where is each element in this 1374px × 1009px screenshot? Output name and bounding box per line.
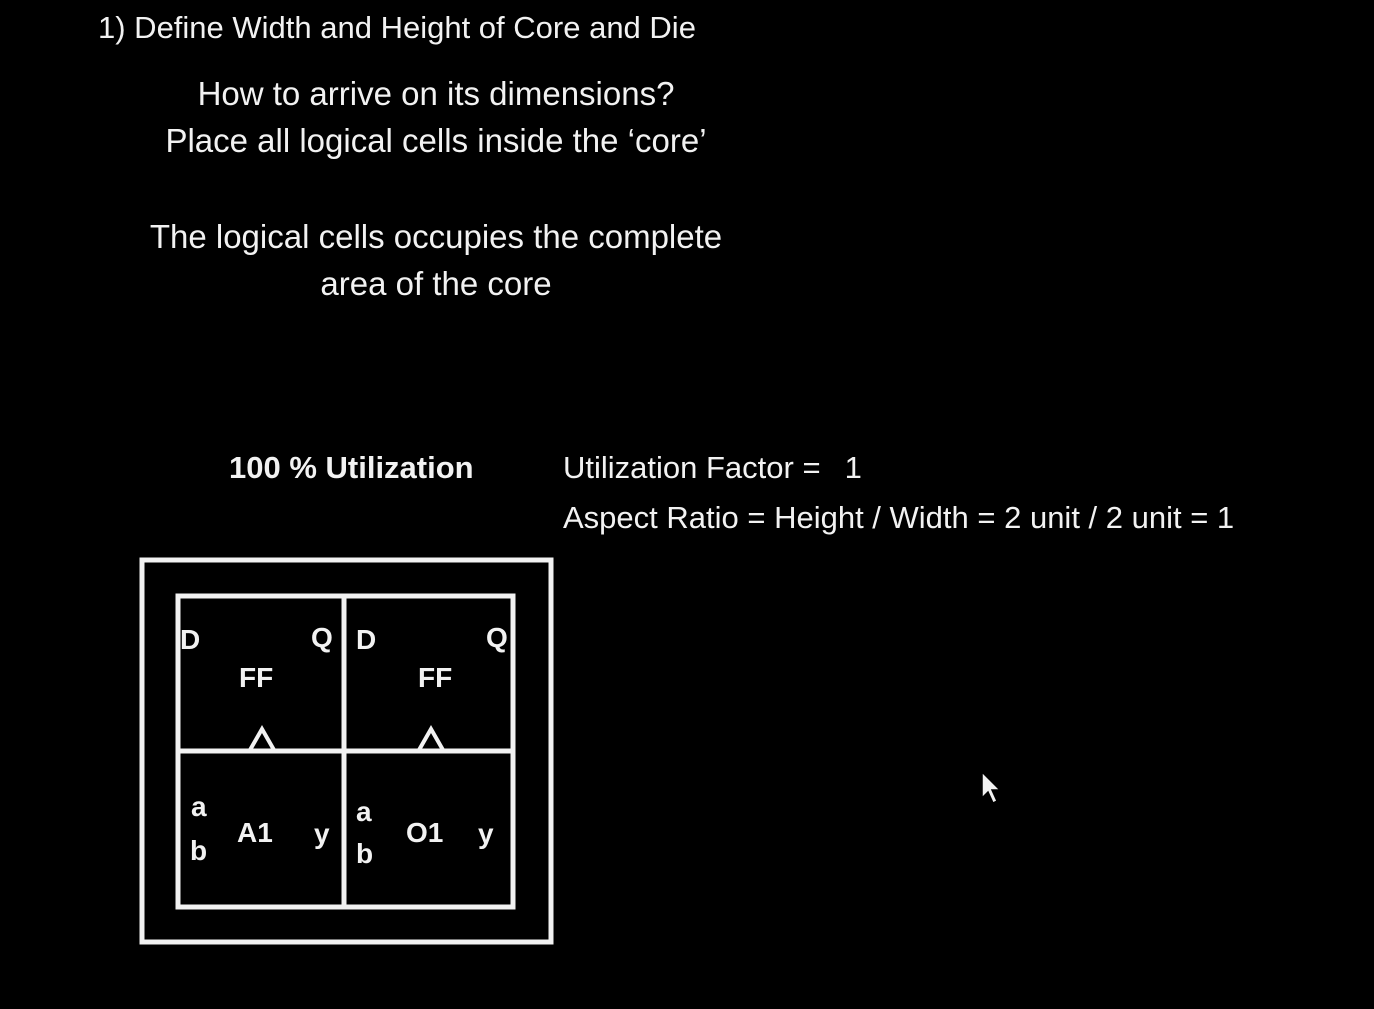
ff-cell-1 [180, 622, 333, 750]
ff-label: FF [239, 662, 274, 693]
ff-label: FF [418, 662, 453, 693]
pin-a: a [191, 791, 207, 822]
statement-line: The logical cells occupies the complete [149, 218, 723, 255]
ff-pin-d: D [180, 624, 201, 655]
utilization-label: 100 % Utilization [229, 450, 474, 485]
utilization-factor-label: Utilization Factor = [563, 450, 821, 485]
pin-y: y [478, 818, 494, 849]
ff-pin-d: D [356, 624, 377, 655]
utilization-factor-value: 1 [844, 450, 862, 485]
cell-label: O1 [406, 817, 444, 848]
ff-pin-q: Q [311, 622, 333, 653]
aspect-ratio: Aspect Ratio = Height / Width = 2 unit / 2 unit = 1 [563, 500, 1235, 535]
and-cell-a1 [190, 791, 330, 866]
slide-title: 1) Define Width and Height of Core and Die [98, 10, 696, 45]
ff-pin-q: Q [486, 622, 508, 653]
statement-line: area of the core [320, 265, 552, 302]
clock-triangle-icon [419, 729, 443, 750]
pin-y: y [314, 818, 330, 849]
ff-cell-2 [356, 622, 508, 750]
question-line: How to arrive on its dimensions? [197, 75, 675, 112]
clock-triangle-icon [250, 729, 274, 750]
question-line: Place all logical cells inside the ‘core’ [165, 122, 707, 159]
pin-b: b [190, 835, 208, 866]
mouse-pointer-icon [980, 770, 1004, 806]
cell-label: A1 [237, 817, 273, 848]
or-cell-o1 [356, 796, 494, 869]
pin-b: b [356, 838, 374, 869]
pin-a: a [356, 796, 372, 827]
